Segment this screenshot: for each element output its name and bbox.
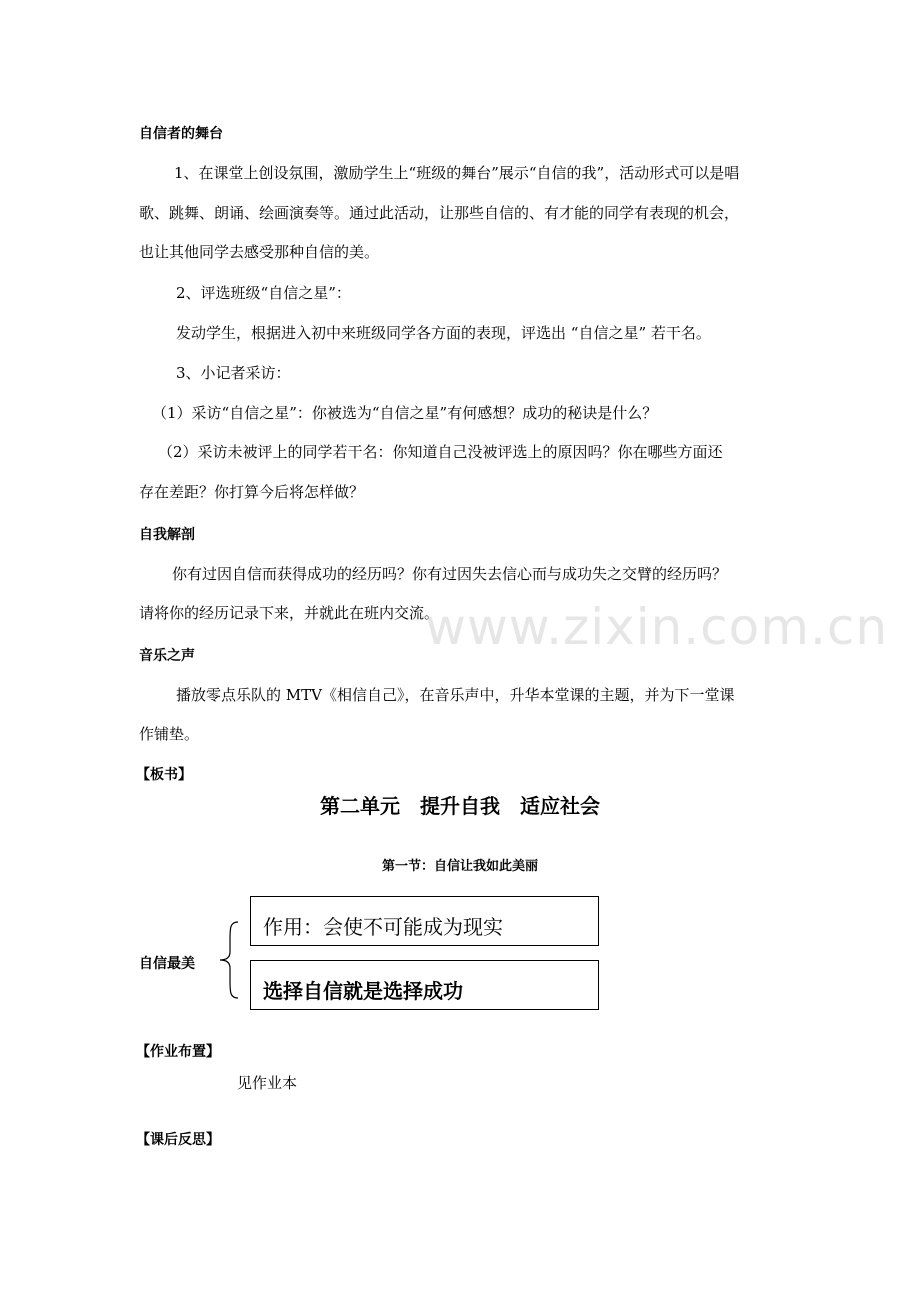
- stage-paragraph-2: 2、评选班级“自信之星”：: [176, 284, 351, 302]
- stage-paragraph-2-body: 发动学生，根据进入初中来班级同学各方面的表现，评选出 “自信之星” 若干名。: [176, 324, 711, 342]
- curly-brace-icon: [216, 920, 242, 1000]
- interview-question-2-line-2: 存在差距？你打算今后将怎样做？: [139, 483, 365, 501]
- music-line-2: 作铺垫。: [139, 725, 200, 743]
- interview-question-1: （1）采访“自信之星”：你被选为“自信之星”有何感想？成功的秘诀是什么？: [152, 404, 658, 422]
- board-subtitle: 第一节：自信让我如此美丽: [381, 859, 538, 874]
- heading-stage: 自信者的舞台: [139, 126, 223, 142]
- heading-reflection: 【课后反思】: [136, 1132, 220, 1148]
- heading-music: 音乐之声: [139, 648, 195, 664]
- board-box-choice-text: 选择自信就是选择成功: [263, 979, 463, 1003]
- stage-paragraph-3: 3、小记者采访：: [176, 364, 291, 382]
- music-line-1: 播放零点乐队的 MTV《相信自己》，在音乐声中，升华本堂课的主题，并为下一堂课: [176, 686, 735, 704]
- board-title: 第二单元 提升自我 适应社会: [320, 794, 600, 818]
- stage-paragraph-1-line-3: 也让其他同学去感受那种自信的美。: [139, 243, 380, 261]
- board-box-function: [250, 896, 599, 946]
- heading-board: 【板书】: [136, 767, 192, 783]
- interview-question-2-line-1: （2）采访未被评上的同学若干名：你知道自己没被评选上的原因吗？你在哪些方面还: [158, 443, 723, 461]
- stage-paragraph-1-line-2: 歌、跳舞、朗诵、绘画演奏等。通过此活动，让那些自信的、有才能的同学有表现的机会，: [139, 204, 740, 222]
- homework-body: 见作业本: [237, 1074, 298, 1092]
- board-box-choice: [250, 960, 599, 1010]
- self-analysis-line-2: 请将你的经历记录下来，并就此在班内交流。: [139, 604, 440, 622]
- self-analysis-line-1: 你有过因自信而获得成功的经历吗？你有过因失去信心而与成功失之交臂的经历吗？: [172, 565, 728, 583]
- board-root-label: 自信最美: [139, 956, 195, 972]
- stage-paragraph-1-line-1: 1、在课堂上创设氛围，激励学生上“班级的舞台”展示“自信的我”，活动形式可以是唱: [174, 164, 740, 182]
- board-box-function-text: 作用：会使不可能成为现实: [263, 915, 503, 939]
- watermark: www.zixin.com.cn: [425, 598, 889, 656]
- heading-self-analysis: 自我解剖: [139, 527, 195, 543]
- heading-homework: 【作业布置】: [136, 1044, 220, 1060]
